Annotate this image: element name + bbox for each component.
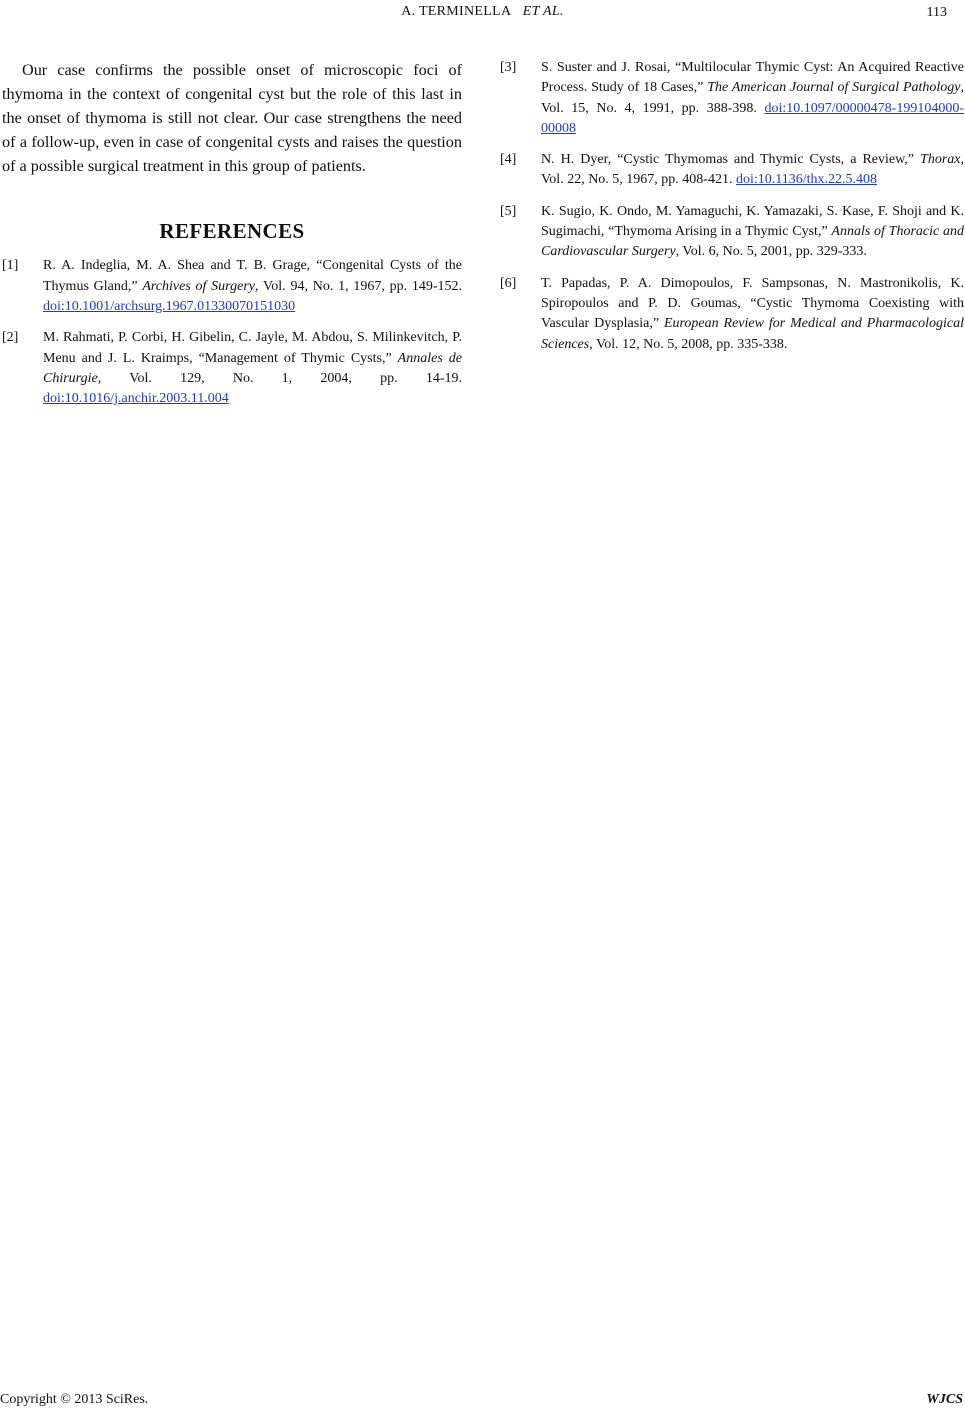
reference-journal: Archives of Surgery [142, 278, 255, 294]
reference-journal: Annales de Chirurgie [43, 350, 462, 386]
left-column [2, 58, 462, 421]
reference-number: [2] [2, 330, 19, 346]
reference-number: [5] [500, 203, 517, 219]
reference-doi-link[interactable]: doi:10.1001/archsurg.1967.01330070151030 [43, 299, 296, 315]
reference-text [541, 274, 964, 355]
reference-details: , Vol. 94, No. 1, 1967, pp. 149-152. [255, 278, 462, 294]
reference-authors-title: T. Papadas, P. A. Dimopoulos, F. Sampsonas, N. Mastronikolis, K. Spiropoulos and P. D. Goumas, “Cystic Thymoma Coexisting with Vascular Dysplasia,” [541, 275, 964, 332]
reference-doi-link[interactable]: doi:10.1097/00000478-199104000-00008 [541, 100, 964, 136]
reference-item [500, 202, 964, 263]
running-author: A. TERMINELLA [401, 4, 512, 19]
reference-authors-title: S. Suster and J. Rosai, “Multilocular Thymic Cyst: An Acquired Reactive Process. Study of 18 Cases,” [541, 60, 964, 96]
reference-authors-title: N. H. Dyer, “Cystic Thymomas and Thymic Cysts, a Review,” [541, 152, 921, 168]
reference-details: , Vol. 129, No. 1, 2004, pp. 14-19. [97, 370, 462, 386]
body-paragraph: Our case confirms the possible onset of microscopic foci of thymoma in the context of congenital cyst but the role of this last in the onset of thymoma is still not clear. Our case strengthens the need of a follow-up, even in case of congenital cysts and raises the question of a possible surgical treatment in this group of patients. [2, 61, 462, 176]
reference-text [43, 328, 462, 409]
reference-text [541, 58, 964, 139]
reference-text [541, 202, 964, 263]
reference-journal: Thorax [920, 152, 961, 168]
right-column [500, 58, 964, 366]
reference-item [2, 256, 462, 317]
reference-item [2, 328, 462, 409]
reference-journal: The American Journal of Surgical Pathology [707, 80, 961, 96]
reference-text [541, 150, 964, 191]
page-number: 113 [926, 5, 947, 20]
reference-number: [3] [500, 60, 517, 75]
reference-details: , Vol. 6, No. 5, 2001, pp. 329-333. [675, 244, 867, 260]
running-etal: ET AL. [522, 4, 564, 19]
journal-abbreviation: WJCS [926, 1392, 963, 1407]
references-heading: REFERENCES [159, 219, 305, 244]
reference-details: , Vol. 12, No. 5, 2008, pp. 335-338. [589, 336, 788, 352]
reference-number: [4] [500, 152, 517, 168]
running-title [0, 4, 965, 20]
reference-authors-title: R. A. Indeglia, M. A. Shea and T. B. Grage, “Congenital Cysts of the Thymus Gland,” [43, 258, 462, 294]
running-header [0, 0, 965, 26]
reference-doi-link[interactable]: doi:10.1136/thx.22.5.408 [735, 172, 878, 188]
reference-item [500, 150, 964, 191]
page-footer [0, 1374, 965, 1414]
reference-text [43, 256, 462, 317]
reference-number: [1] [2, 258, 19, 274]
reference-number: [6] [500, 275, 517, 291]
reference-journal: European Review for Medical and Pharmacological Sciences [541, 316, 964, 352]
reference-details: , Vol. 22, No. 5, 1967, pp. 408-421. [541, 152, 964, 188]
reference-item [500, 58, 964, 139]
reference-details: , Vol. 15, No. 4, 1991, pp. 388-398. [541, 80, 964, 116]
reference-item [500, 274, 964, 355]
copyright-notice: Copyright © 2013 SciRes. [0, 1392, 149, 1407]
reference-authors-title: M. Rahmati, P. Corbi, H. Gibelin, C. Jayle, M. Abdou, S. Milinkevitch, P. Menu and J. L. Kraimps, “Management of Thymic Cysts,” [43, 330, 462, 366]
reference-authors-title: K. Sugio, K. Ondo, M. Yamaguchi, K. Yamazaki, S. Kase, F. Shoji and K. Sugimachi, “Thymoma Arising in a Thymic Cyst,” [541, 203, 964, 240]
reference-journal: Annals of Thoracic and Cardiovascular Surgery [541, 224, 964, 260]
reference-doi-link[interactable]: doi:10.1016/j.anchir.2003.11.004 [43, 391, 229, 407]
